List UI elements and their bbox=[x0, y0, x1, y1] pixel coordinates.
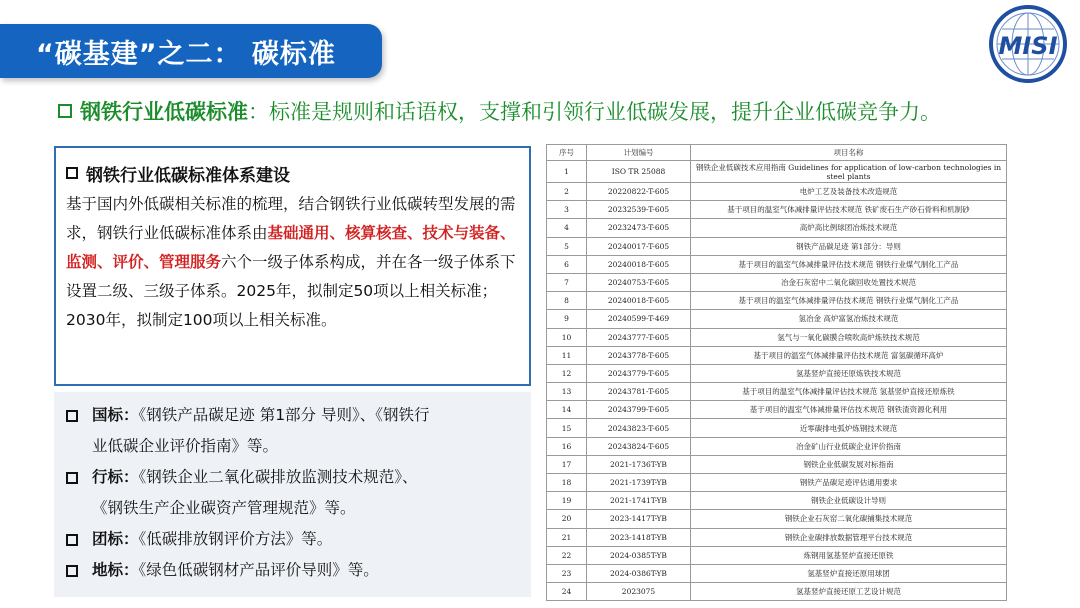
headline-bold: 钢铁行业低碳标准 bbox=[80, 100, 248, 124]
project-name-cell: 冶金矿山行业低碳企业评价指南 bbox=[691, 437, 1007, 455]
project-name-cell: 近零碳排电弧炉炼钢技术规范 bbox=[691, 419, 1007, 437]
table-row bbox=[547, 546, 1007, 564]
row-number-cell: 14 bbox=[547, 401, 587, 419]
checkbox-square-icon bbox=[66, 410, 78, 422]
project-name-cell: 钢铁企业低碳设计导则 bbox=[691, 492, 1007, 510]
standard-label: 团标： bbox=[92, 530, 139, 548]
row-number-cell: 15 bbox=[547, 419, 587, 437]
row-number-cell: 10 bbox=[547, 328, 587, 346]
plan-code-cell: 2024-0386T-YB bbox=[587, 564, 691, 582]
plan-code-cell: 20240753-T-605 bbox=[587, 273, 691, 291]
plan-code-cell: 2021-1741T-YB bbox=[587, 492, 691, 510]
plan-code-cell: 20243823-T-605 bbox=[587, 419, 691, 437]
standards-table bbox=[546, 144, 1007, 601]
standard-label: 国标： bbox=[92, 406, 139, 424]
project-name-cell: 钢铁企业低碳发展对标指南 bbox=[691, 455, 1007, 473]
table-row bbox=[547, 237, 1007, 255]
row-number-cell: 5 bbox=[547, 237, 587, 255]
system-highlight: 基础通用、核算核查、技术与装备、监测、评价、管理服务 bbox=[66, 224, 516, 271]
project-name-cell: 基于项目的温室气体减排量评估技术规范 铁矿废石生产砂石骨料和机制砂 bbox=[691, 201, 1007, 219]
plan-code-cell: 20240017-T-605 bbox=[587, 237, 691, 255]
table-row bbox=[547, 528, 1007, 546]
plan-code-cell: 20240018-T-605 bbox=[587, 292, 691, 310]
plan-code-cell: 2021-1736T-YB bbox=[587, 455, 691, 473]
row-number-cell: 20 bbox=[547, 510, 587, 528]
row-number-cell: 1 bbox=[547, 161, 587, 183]
table-body bbox=[547, 161, 1007, 601]
table-header-row bbox=[547, 145, 1007, 161]
plan-code-cell: 2021-1739T-YB bbox=[587, 474, 691, 492]
system-paragraph bbox=[66, 190, 521, 335]
table-row bbox=[547, 401, 1007, 419]
standard-label: 地标： bbox=[92, 561, 139, 579]
plan-code-cell: 20240599-T-469 bbox=[587, 310, 691, 328]
standard-item-local bbox=[64, 555, 523, 586]
row-number-cell: 3 bbox=[547, 201, 587, 219]
standard-item-national bbox=[64, 400, 523, 431]
project-name-cell: 氢基竖炉直接还原炼铁技术规范 bbox=[691, 364, 1007, 382]
standard-text: 《钢铁产品碳足迹 第1部分 导则》、《钢铁行 bbox=[138, 406, 430, 424]
row-number-cell: 23 bbox=[547, 564, 587, 582]
table-row bbox=[547, 219, 1007, 237]
checkbox-square-icon bbox=[66, 565, 78, 577]
plan-code-cell: 20220822-T-605 bbox=[587, 183, 691, 201]
project-name-cell: 电炉工艺及装备技术改造规范 bbox=[691, 183, 1007, 201]
row-number-cell: 24 bbox=[547, 583, 587, 601]
table-row bbox=[547, 161, 1007, 183]
row-number-cell: 17 bbox=[547, 455, 587, 473]
standard-text: 《绿色低碳钢材产品评价导则》等。 bbox=[138, 561, 379, 579]
row-number-cell: 4 bbox=[547, 219, 587, 237]
headline bbox=[58, 92, 1073, 130]
table-row bbox=[547, 583, 1007, 601]
system-text-part2: 六个一级子体系构成，并在各一级子体系下设置二级、三级子体系。2025年，拟制定50项以上相关标准；2030年，拟制定100项以上相关标准。 bbox=[66, 253, 516, 329]
system-text-part1: 基于国内外低碳相关标准的梳理，结合钢铁行业低碳转型发展的需求，钢铁行业低碳标准体系由 bbox=[66, 195, 516, 242]
standard-text-continued: 业低碳企业评价指南》等。 bbox=[92, 437, 279, 455]
table-row bbox=[547, 328, 1007, 346]
table-row bbox=[547, 346, 1007, 364]
table-row bbox=[547, 310, 1007, 328]
project-name-cell: 钢铁企业石灰窑二氧化碳捕集技术规范 bbox=[691, 510, 1007, 528]
project-name-cell: 冶金石灰窑中二氧化碳回收处置技术规范 bbox=[691, 273, 1007, 291]
table-row bbox=[547, 183, 1007, 201]
row-number-cell: 18 bbox=[547, 474, 587, 492]
column-header: 序号 bbox=[547, 145, 587, 161]
project-name-cell: 基于项目的温室气体减排量评估技术规范 钢铁渣资源化利用 bbox=[691, 401, 1007, 419]
row-number-cell: 2 bbox=[547, 183, 587, 201]
table-row bbox=[547, 364, 1007, 382]
checkbox-square-icon bbox=[66, 167, 78, 179]
project-name-cell: 基于项目的温室气体减排量评估技术规范 富氢碳循环高炉 bbox=[691, 346, 1007, 364]
plan-code-cell: 2024-0385T-YB bbox=[587, 546, 691, 564]
table-row bbox=[547, 564, 1007, 582]
project-name-cell: 基于项目的温室气体减排量评估技术规范 钢铁行业煤气制化工产品 bbox=[691, 292, 1007, 310]
table-row bbox=[547, 455, 1007, 473]
column-header: 计划编号 bbox=[587, 145, 691, 161]
project-name-cell: 钢铁企业低碳技术应用指南 Guidelines for application of low-carbon technologies in steel plants bbox=[691, 161, 1007, 183]
standards-list-panel bbox=[54, 392, 531, 597]
row-number-cell: 11 bbox=[547, 346, 587, 364]
column-header: 项目名称 bbox=[691, 145, 1007, 161]
plan-code-cell: 20243781-T-605 bbox=[587, 383, 691, 401]
table-row bbox=[547, 255, 1007, 273]
project-name-cell: 氢基竖炉直接还原用球团 bbox=[691, 564, 1007, 582]
plan-code-cell: 20240018-T-605 bbox=[587, 255, 691, 273]
checkbox-square-icon bbox=[66, 534, 78, 546]
project-name-cell: 氢基竖炉直接还原工艺设计规范 bbox=[691, 583, 1007, 601]
table-row bbox=[547, 510, 1007, 528]
title-banner bbox=[0, 24, 382, 78]
plan-code-cell: 20243779-T-605 bbox=[587, 364, 691, 382]
project-name-cell: 氢气与一氧化碳膜合喷吹高炉炼铁技术规范 bbox=[691, 328, 1007, 346]
plan-code-cell: 2023-1417T-YB bbox=[587, 510, 691, 528]
standard-text: 《低碳排放钢评价方法》等。 bbox=[138, 530, 333, 548]
standard-system-box bbox=[54, 146, 531, 386]
project-name-cell: 基于项目的温室气体减排量评估技术规范 氢基竖炉直接还原炼铁 bbox=[691, 383, 1007, 401]
table-row bbox=[547, 474, 1007, 492]
system-title bbox=[66, 160, 521, 186]
row-number-cell: 7 bbox=[547, 273, 587, 291]
row-number-cell: 6 bbox=[547, 255, 587, 273]
svg-text:MISI: MISI bbox=[998, 32, 1058, 60]
plan-code-cell: 20243824-T-605 bbox=[587, 437, 691, 455]
standard-item-group bbox=[64, 524, 523, 555]
row-number-cell: 22 bbox=[547, 546, 587, 564]
row-number-cell: 8 bbox=[547, 292, 587, 310]
table-row bbox=[547, 273, 1007, 291]
row-number-cell: 13 bbox=[547, 383, 587, 401]
project-name-cell: 氢冶金 高炉富氢冶炼技术规范 bbox=[691, 310, 1007, 328]
project-name-cell: 钢铁企业碳排放数据管理平台技术规范 bbox=[691, 528, 1007, 546]
table-row bbox=[547, 419, 1007, 437]
standard-text-continued: 《钢铁生产企业碳资产管理规范》等。 bbox=[92, 499, 356, 517]
plan-code-cell: 20232539-T-605 bbox=[587, 201, 691, 219]
plan-code-cell: 20232473-T-605 bbox=[587, 219, 691, 237]
page-title: “碳基建”之二： 碳标准 bbox=[36, 38, 336, 70]
project-name-cell: 钢铁产品碳足迹评估通用要求 bbox=[691, 474, 1007, 492]
plan-code-cell: 2023075 bbox=[587, 583, 691, 601]
plan-code-cell: ISO TR 25088 bbox=[587, 161, 691, 183]
msi-globe-logo-icon bbox=[988, 4, 1068, 84]
plan-code-cell: 2023-1418T-YB bbox=[587, 528, 691, 546]
row-number-cell: 16 bbox=[547, 437, 587, 455]
table-row bbox=[547, 437, 1007, 455]
row-number-cell: 12 bbox=[547, 364, 587, 382]
checkbox-square-icon bbox=[58, 104, 72, 118]
table-row bbox=[547, 492, 1007, 510]
plan-code-cell: 20243777-T-605 bbox=[587, 328, 691, 346]
system-title-text: 钢铁行业低碳标准体系建设 bbox=[86, 165, 290, 186]
row-number-cell: 21 bbox=[547, 528, 587, 546]
project-name-cell: 基于项目的温室气体减排量评估技术规范 钢铁行业煤气制化工产品 bbox=[691, 255, 1007, 273]
row-number-cell: 9 bbox=[547, 310, 587, 328]
headline-text: ：标准是规则和话语权，支撑和引领行业低碳发展，提升企业低碳竞争力。 bbox=[248, 100, 941, 124]
checkbox-square-icon bbox=[66, 472, 78, 484]
standard-label: 行标： bbox=[92, 468, 139, 486]
plan-code-cell: 20243799-T-605 bbox=[587, 401, 691, 419]
row-number-cell: 19 bbox=[547, 492, 587, 510]
plan-code-cell: 20243778-T-605 bbox=[587, 346, 691, 364]
standard-item-industry bbox=[64, 462, 523, 493]
project-name-cell: 炼钢用氢基竖炉直接还原铁 bbox=[691, 546, 1007, 564]
table-row bbox=[547, 292, 1007, 310]
project-name-cell: 高炉高比例球团冶炼技术规范 bbox=[691, 219, 1007, 237]
project-name-cell: 钢铁产品碳足迹 第1部分：导则 bbox=[691, 237, 1007, 255]
standard-text: 《钢铁企业二氧化碳排放监测技术规范》、 bbox=[138, 468, 418, 486]
table-row bbox=[547, 201, 1007, 219]
table-row bbox=[547, 383, 1007, 401]
